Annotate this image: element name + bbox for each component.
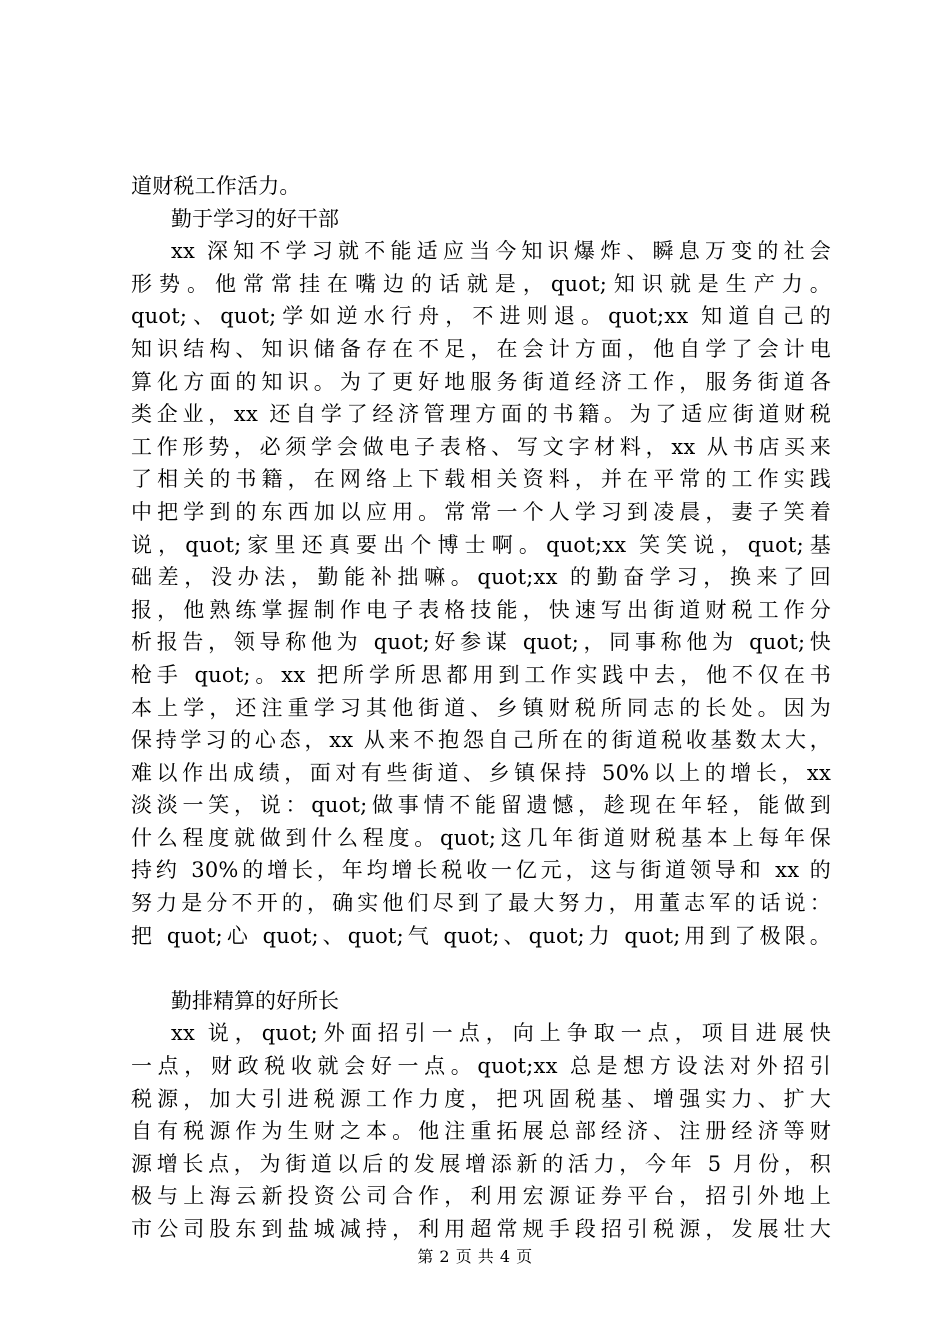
text-line: 什么程度就做到什么程度。quot;这几年街道财税基本上每年保 <box>131 825 831 850</box>
paragraph-study <box>131 235 831 952</box>
text-line: 了相关的书籍，在网络上下载相关资料，并在平常的工作实践 <box>131 467 831 492</box>
text-line: 道财税工作活力。 <box>131 174 301 198</box>
text-line: xx 说，quot;外面招引一点，向上争取一点，项目进展快 <box>171 1021 831 1046</box>
text-line: 努力是分不开的，确实他们尽到了最大努力，用董志军的话说： <box>131 891 831 916</box>
text-line: quot;、quot;学如逆水行舟，不进则退。quot;xx 知道自己的 <box>131 304 831 329</box>
text-line: xx 深知不学习就不能适应当今知识爆炸、瞬息万变的社会 <box>171 239 831 264</box>
text-line: 极与上海云新投资公司合作，利用宏源证券平台，招引外地上 <box>131 1184 831 1209</box>
document-body <box>131 170 831 1246</box>
text-line: 把 quot;心 quot;、quot;气 quot;、quot;力 quot;用到了极限。 <box>131 923 831 948</box>
text-line: 析报告，领导称他为 quot;好参谋 quot;，同事称他为 quot;快 <box>131 630 831 655</box>
text-line: 说，quot;家里还真要出个博士啊。quot;xx 笑笑说，quot;基 <box>131 532 831 557</box>
page-number-footer: 第 2 页 共 4 页 <box>417 1247 533 1266</box>
text-line: 淡淡一笑，说：quot;做事情不能留遗憾，趁现在年轻，能做到 <box>131 793 831 818</box>
text-line: 工作形势，必须学会做电子表格、写文字材料，xx 从书店买来 <box>131 434 831 459</box>
text-line: 市公司股东到盐城减持，利用超常规手段招引税源，发展壮大 <box>131 1217 831 1241</box>
text-line: 形势。他常常挂在嘴边的话就是，quot;知识就是生产力。 <box>131 271 831 296</box>
paragraph-budget <box>131 1017 831 1245</box>
text-line: 持约 30%的增长，年均增长税收一亿元，这与街道领导和 xx 的 <box>131 858 831 883</box>
text-line: 一点，财政税收就会好一点。quot;xx 总是想方设法对外招引 <box>131 1054 831 1079</box>
text-line: 源增长点，为街道以后的发展增添新的活力，今年 5 月份，积 <box>131 1151 831 1176</box>
text-line: 中把学到的东西加以应用。常常一个人学习到凌晨，妻子笑着 <box>131 499 831 524</box>
text-line: 本上学，还注重学习其他街道、乡镇财税所同志的长处。因为 <box>131 695 831 720</box>
section-heading-study: 勤于学习的好干部 <box>171 206 339 231</box>
text-line: 枪手 quot;。xx 把所学所思都用到工作实践中去，他不仅在书 <box>131 662 831 687</box>
section-heading-budget: 勤排精算的好所长 <box>171 988 339 1013</box>
text-line: 保持学习的心态，xx 从来不抱怨自己所在的街道税收基数太大， <box>131 728 831 753</box>
text-line: 报，他熟练掌握制作电子表格技能，快速写出街道财税工作分 <box>131 597 831 622</box>
text-line: 难以作出成绩，面对有些街道、乡镇保持 50%以上的增长，xx <box>131 760 831 785</box>
blank-line <box>131 952 831 985</box>
text-line: 税源，加大引进税源工作力度，把巩固税基、增强实力、扩大 <box>131 1086 831 1111</box>
text-line: 类企业，xx 还自学了经济管理方面的书籍。为了适应街道财税 <box>131 402 831 427</box>
text-line: 自有税源作为生财之本。他注重拓展总部经济、注册经济等财 <box>131 1119 831 1144</box>
text-line: 础差，没办法，勤能补拙嘛。quot;xx 的勤奋学习，换来了回 <box>131 565 831 590</box>
text-line: 知识结构、知识储备存在不足，在会计方面，他自学了会计电 <box>131 336 831 361</box>
text-line: 算化方面的知识。为了更好地服务街道经济工作，服务街道各 <box>131 369 831 394</box>
